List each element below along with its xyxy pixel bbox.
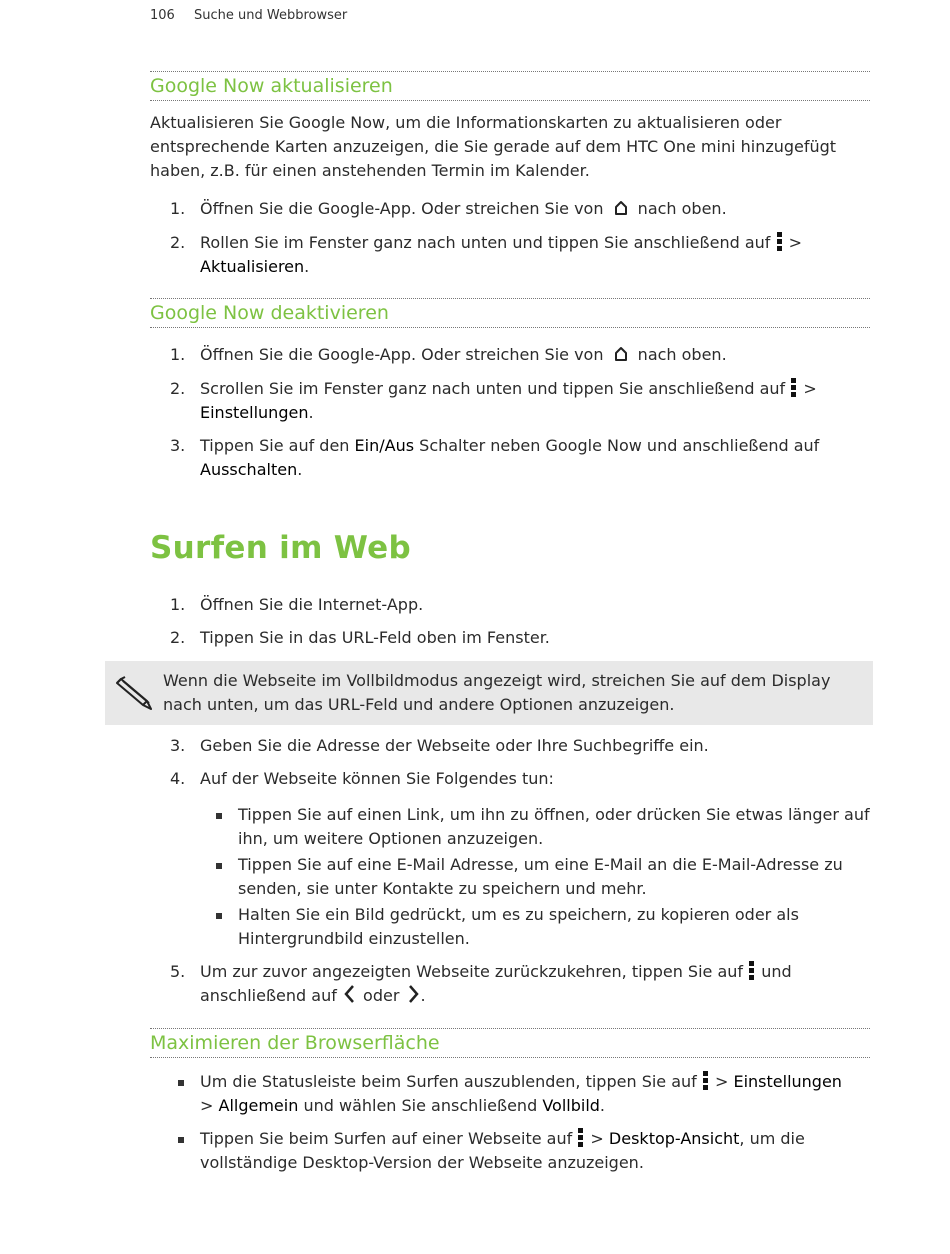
step-text: Öffnen Sie die Google-App. Oder streichen Sie von nach oben.: [200, 199, 727, 218]
menu-icon: [702, 1070, 710, 1090]
home-icon: [609, 345, 633, 363]
menu-icon: [790, 377, 798, 397]
step-text: Geben Sie die Adresse der Webseite oder Ihre Suchbegriffe ein.: [200, 736, 709, 755]
bullet-marker: [216, 863, 222, 869]
page-number: 106: [150, 8, 175, 23]
forward-icon: [405, 984, 421, 1004]
note-text: Wenn die Webseite im Vollbildmodus angezeigt wird, streichen Sie auf dem Display nach unten, um das URL-Feld und andere Optionen anzuzeigen.: [163, 671, 831, 714]
bullet-marker: [178, 1137, 184, 1143]
step-number: 1.: [170, 595, 186, 614]
back-icon: [342, 984, 358, 1004]
step-number: 3.: [170, 736, 186, 755]
bullet-marker: [216, 813, 222, 819]
section-title: Google Now aktualisieren: [150, 71, 870, 101]
bullet-text: Um die Statusleiste beim Surfen auszublenden, tippen Sie auf > Einstellungen > Allgemein und wählen Sie anschließend Vollbild.: [200, 1072, 842, 1115]
pencil-icon: [115, 671, 155, 711]
step-number: 2.: [170, 233, 186, 252]
step-text: Scrollen Sie im Fenster ganz nach unten und tippen Sie anschließend auf > Einstellungen.: [200, 379, 817, 422]
step-number: 1.: [170, 199, 186, 218]
chapter-title: Suche und Webbrowser: [194, 8, 348, 23]
step-text: Um zur zuvor angezeigten Webseite zurückzukehren, tippen Sie auf und anschließend auf oder .: [200, 962, 792, 1005]
step-text: Öffnen Sie die Google-App. Oder streichen Sie von nach oben.: [200, 345, 727, 364]
menu-icon: [776, 231, 784, 251]
note-box: [105, 661, 873, 725]
step-text: Auf der Webseite können Sie Folgendes tun:: [200, 769, 554, 788]
bullet-marker: [216, 913, 222, 919]
section-surfen-im-web: [150, 530, 870, 566]
bullet-text: Tippen Sie beim Surfen auf einer Webseite auf > Desktop-Ansicht, um die vollständige Desktop-Version der Webseite anzuzeigen.: [200, 1129, 805, 1172]
section-google-now-disable: [150, 298, 870, 328]
step-number: 1.: [170, 345, 186, 364]
section-maximize-browser: [150, 1028, 870, 1058]
step-number: 4.: [170, 769, 186, 788]
step-number: 3.: [170, 436, 186, 455]
step-text: Tippen Sie in das URL-Feld oben im Fenster.: [200, 628, 550, 647]
menu-icon: [748, 960, 756, 980]
page-header: [150, 8, 347, 23]
step-text: Öffnen Sie die Internet-App.: [200, 595, 424, 614]
menu-icon: [577, 1127, 585, 1147]
section-intro: [150, 111, 870, 183]
step-number: 2.: [170, 628, 186, 647]
section-google-now-update: [150, 71, 870, 101]
section-title: Google Now deaktivieren: [150, 298, 870, 328]
bullet-text: Tippen Sie auf eine E-Mail Adresse, um eine E-Mail an die E-Mail-Adresse zu senden, sie unter Kontakte zu speichern und mehr.: [238, 855, 843, 898]
bullet-marker: [178, 1080, 184, 1086]
step-text: Tippen Sie auf den Ein/Aus Schalter neben Google Now und anschließend auf Ausschalten.: [200, 436, 820, 479]
bullet-text: Halten Sie ein Bild gedrückt, um es zu speichern, zu kopieren oder als Hintergrundbild einzustellen.: [238, 905, 799, 948]
section-title: Maximieren der Browserfläche: [150, 1028, 870, 1058]
bullet-text: Tippen Sie auf einen Link, um ihn zu öffnen, oder drücken Sie etwas länger auf ihn, um weitere Optionen anzuzeigen.: [238, 805, 870, 848]
step-text: Rollen Sie im Fenster ganz nach unten und tippen Sie anschließend auf > Aktualisieren.: [200, 233, 802, 276]
step-number: 5.: [170, 962, 186, 981]
home-icon: [609, 199, 633, 217]
chapter-heading: Surfen im Web: [150, 530, 411, 566]
intro-paragraph: Aktualisieren Sie Google Now, um die Informationskarten zu aktualisieren oder entsprechende Karten anzuzeigen, die Sie gerade auf dem HTC One mini hinzugefügt haben, z.B. für einen anstehenden Termin im Kalender.: [150, 113, 837, 180]
step-number: 2.: [170, 379, 186, 398]
